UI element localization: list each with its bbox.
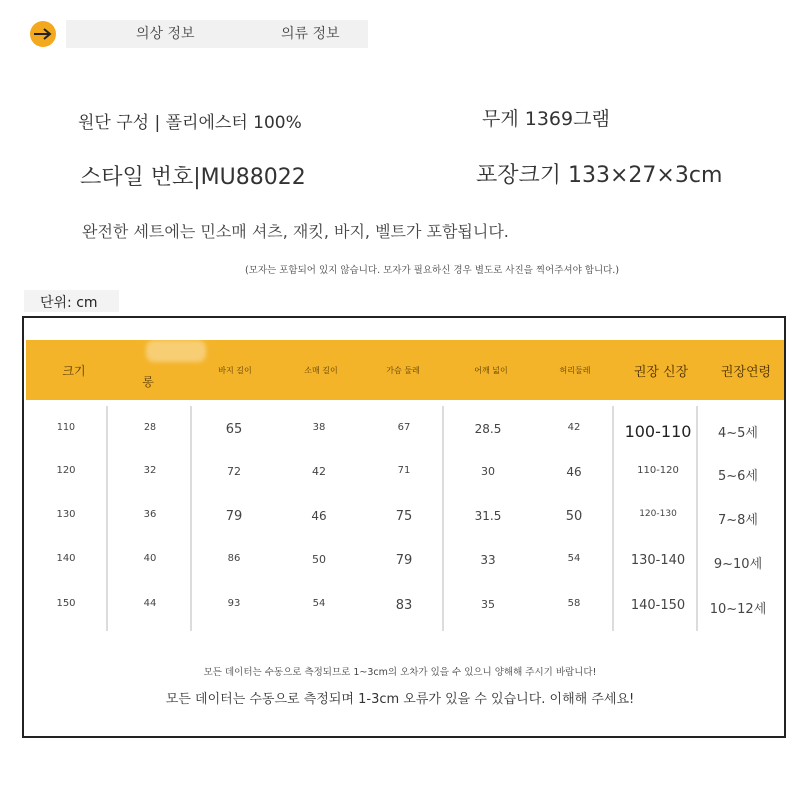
cell-age: 10~12세	[709, 602, 767, 617]
cell-pants-length: 86	[227, 553, 241, 564]
measurement-note-large: 모든 데이터는 수동으로 측정되며 1-3cm 오류가 있을 수 있습니다. 이해해 주세요!	[165, 692, 635, 707]
cell-height: 130-140	[630, 553, 686, 568]
cell-sleeve-length: 50	[312, 553, 326, 566]
cell-waist: 58	[567, 598, 581, 609]
column-divider	[612, 406, 614, 631]
header-waist: 허리둘레	[559, 365, 591, 375]
cell-chest: 79	[395, 553, 413, 568]
fabric-composition: 원단 구성 | 폴리에스터 100%	[78, 113, 302, 133]
style-number: 스타일 번호|MU88022	[80, 165, 306, 190]
cell-size: 110	[56, 422, 76, 433]
cell-size: 150	[56, 598, 76, 609]
set-contents: 완전한 세트에는 민소매 셔츠, 재킷, 바지, 벨트가 포함됩니다.	[82, 222, 509, 241]
cell-chest: 71	[397, 465, 411, 476]
cell-chest: 83	[395, 598, 413, 613]
cell-pants-length: 65	[225, 422, 243, 437]
cell-age: 4~5세	[718, 426, 758, 441]
cell-shoulder: 35	[481, 598, 495, 611]
column-divider	[442, 406, 444, 631]
header-bar	[30, 20, 56, 48]
header-recommended-height: 권장 신장	[633, 364, 689, 380]
cell-waist: 50	[565, 509, 583, 524]
cell-waist: 42	[567, 422, 581, 433]
tab-clothing-info[interactable]: 의상 정보	[136, 26, 195, 42]
arrow-right-icon	[30, 21, 56, 47]
section-tab-strip	[66, 20, 368, 48]
cell-age: 7~8세	[718, 513, 758, 528]
header-blur-mark	[146, 340, 206, 362]
hat-note: (모자는 포함되어 있지 않습니다. 모자가 필요하신 경우 별도로 사진을 찍어주셔야 합니다.)	[245, 265, 620, 276]
cell-height: 140-150	[630, 598, 686, 613]
cell-shoulder: 31.5	[474, 509, 502, 523]
weight: 무게 1369그램	[482, 108, 610, 130]
cell-length: 32	[143, 465, 157, 476]
cell-shoulder: 30	[481, 465, 495, 478]
cell-waist: 46	[566, 465, 582, 479]
cell-pants-length: 72	[227, 465, 241, 478]
cell-size: 130	[56, 509, 76, 520]
tab-apparel-info[interactable]: 의류 정보	[281, 26, 340, 42]
cell-pants-length: 79	[225, 509, 243, 524]
cell-shoulder: 33	[480, 553, 496, 567]
column-divider	[106, 406, 108, 631]
cell-chest: 75	[395, 509, 413, 524]
cell-size: 140	[56, 553, 76, 564]
cell-height: 100-110	[624, 422, 692, 441]
cell-pants-length: 93	[227, 598, 241, 609]
header-chest: 가슴 둘레	[386, 365, 420, 375]
header-size: 크기	[62, 363, 86, 378]
unit-label: 단위: cm	[24, 290, 119, 312]
cell-age: 5~6세	[718, 469, 758, 484]
cell-sleeve-length: 42	[312, 465, 326, 478]
header-recommended-age: 권장연령	[720, 364, 772, 380]
cell-sleeve-length: 38	[312, 422, 326, 433]
column-divider	[696, 406, 698, 631]
table-header-row	[26, 340, 784, 400]
header-length: 롱	[142, 374, 154, 389]
cell-height: 110-120	[637, 465, 679, 476]
cell-age: 9~10세	[713, 557, 763, 572]
cell-sleeve-length: 46	[311, 509, 327, 523]
cell-shoulder: 28.5	[474, 422, 502, 436]
package-size: 포장크기 133×27×3cm	[476, 163, 723, 188]
header-sleeve-length: 소매 길이	[304, 365, 338, 375]
cell-length: 40	[143, 553, 157, 564]
header-pants-length: 바지 길이	[218, 365, 252, 375]
header-shoulder: 어깨 넓이	[474, 365, 508, 375]
measurement-note-small: 모든 데이터는 수동으로 측정되므로 1~3cm의 오차가 있을 수 있으니 양해해 주시기 바랍니다!	[203, 667, 597, 678]
cell-length: 44	[143, 598, 157, 609]
cell-chest: 67	[397, 422, 411, 433]
cell-waist: 54	[567, 553, 581, 564]
column-divider	[190, 406, 192, 631]
cell-sleeve-length: 54	[312, 598, 326, 609]
cell-size: 120	[56, 465, 76, 476]
cell-length: 28	[143, 422, 157, 433]
cell-height: 120-130	[639, 509, 677, 519]
cell-length: 36	[143, 509, 157, 520]
